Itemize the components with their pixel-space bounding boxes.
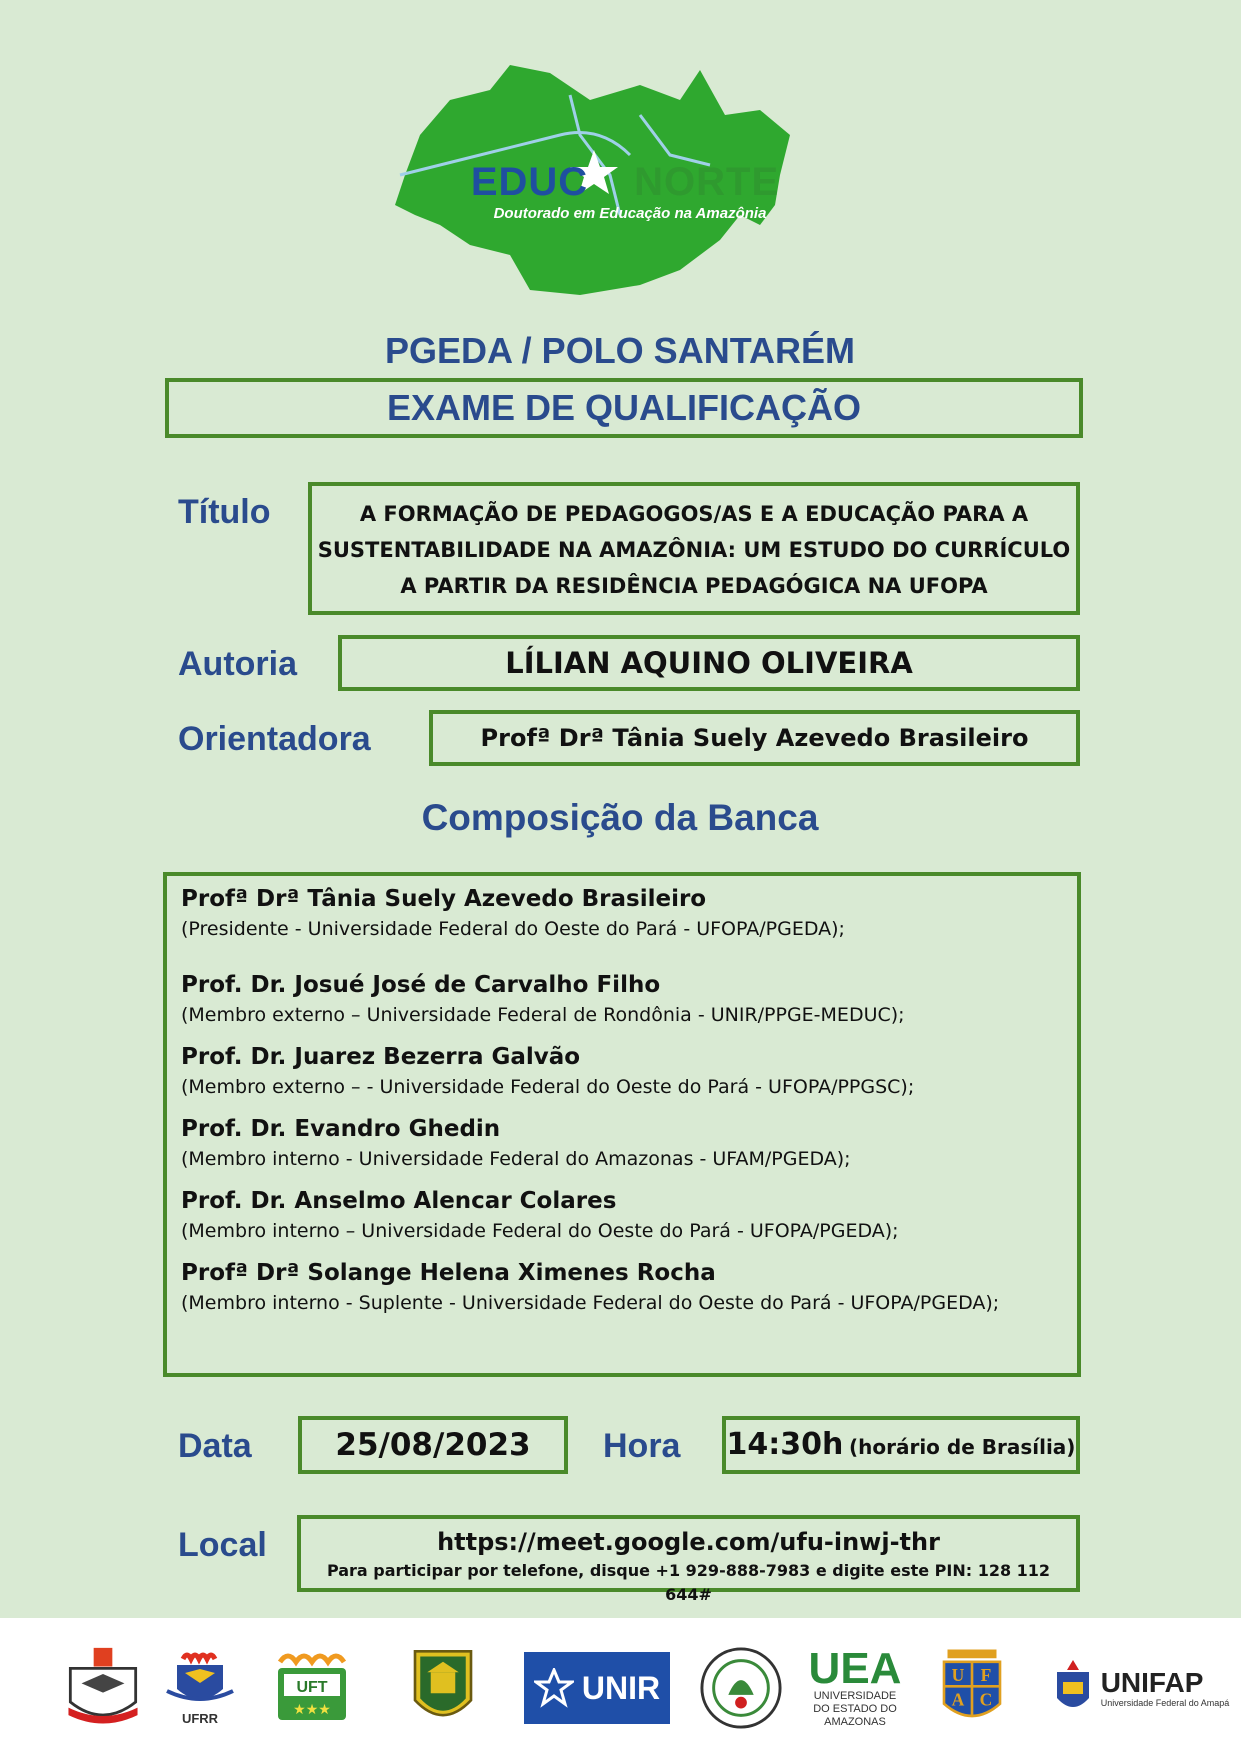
uft-emblem-icon bbox=[270, 1646, 354, 1730]
partner-logos-bar bbox=[0, 1618, 1241, 1755]
ufrr-label: UFRR bbox=[181, 1710, 219, 1726]
member-name: Profª Drª Tânia Suely Azevedo Brasileiro bbox=[181, 886, 707, 912]
local-box bbox=[297, 1515, 1080, 1604]
banca-box bbox=[163, 872, 1081, 1377]
orientadora-label: Orientadora bbox=[178, 720, 371, 758]
banca-member bbox=[181, 1188, 1063, 1242]
orientadora-value: Profª Drª Tânia Suely Azevedo Brasileiro bbox=[480, 724, 1029, 752]
titulo-label: Título bbox=[178, 493, 271, 531]
member-name: Prof. Dr. Juarez Bezerra Galvão bbox=[181, 1044, 581, 1070]
educanorte-logo bbox=[380, 55, 870, 305]
ufac-shield-icon bbox=[934, 1646, 1010, 1730]
unir-logo bbox=[524, 1646, 670, 1730]
banca-title: Composição da Banca bbox=[421, 797, 819, 838]
banca-member bbox=[181, 886, 1063, 940]
uft-label: UFT bbox=[296, 1679, 328, 1696]
brand-name: EDUC NORTE bbox=[470, 160, 780, 204]
ufrr-logo bbox=[160, 1646, 240, 1730]
unir-star-icon bbox=[534, 1668, 574, 1708]
member-role: (Membro interno – Universidade Federal do Oeste do Pará - UFOPA/PGEDA); bbox=[181, 1220, 899, 1242]
data-box bbox=[298, 1416, 568, 1474]
member-name: Profª Drª Solange Helena Ximenes Rocha bbox=[181, 1260, 716, 1286]
hora-box bbox=[722, 1416, 1080, 1474]
uea-logo bbox=[800, 1643, 910, 1730]
member-name: Prof. Dr. Evandro Ghedin bbox=[181, 1116, 501, 1142]
meet-link[interactable]: https://meet.google.com/ufu-inwj-thr bbox=[437, 1528, 940, 1556]
autoria-box bbox=[338, 635, 1080, 691]
autoria-label: Autoria bbox=[178, 645, 297, 683]
ufpa-logo bbox=[58, 1646, 148, 1730]
member-name: Prof. Dr. Josué José de Carvalho Filho bbox=[181, 972, 661, 998]
unifap-sub-label: Universidade Federal do Amapá bbox=[1100, 1698, 1230, 1708]
hora-line bbox=[726, 1420, 1076, 1474]
banca-member bbox=[181, 972, 1063, 1026]
uft-logo bbox=[268, 1646, 356, 1730]
unir-label: UNIR bbox=[581, 1669, 661, 1706]
unifap-emblem-icon bbox=[1051, 1658, 1095, 1718]
member-role: (Membro externo – Universidade Federal de Rondônia - UNIR/PPGE-MEDUC); bbox=[181, 1004, 905, 1026]
orientadora-box bbox=[429, 710, 1080, 766]
hora-note: (horário de Brasília) bbox=[848, 1435, 1076, 1459]
unir-badge bbox=[524, 1652, 670, 1724]
titulo-line-3: A PARTIR DA RESIDÊNCIA PEDAGÓGICA NA UFOPA bbox=[400, 574, 988, 598]
autoria-value: LÍLIAN AQUINO OLIVEIRA bbox=[505, 646, 913, 680]
member-role: (Membro interno - Suplente - Universidade Federal do Oeste do Pará - UFOPA/PGEDA); bbox=[181, 1292, 1000, 1314]
ufopa-logo bbox=[395, 1646, 491, 1730]
ufac-letter-c: C bbox=[979, 1689, 993, 1710]
ufpa-seal-icon bbox=[60, 1646, 146, 1730]
member-role: (Membro externo – - Universidade Federal do Oeste do Pará - UFOPA/PPGSC); bbox=[181, 1076, 915, 1098]
unifap-logo bbox=[1050, 1646, 1230, 1730]
data-value: 25/08/2023 bbox=[335, 1427, 531, 1463]
ufac-letter-u: U bbox=[951, 1665, 965, 1685]
ufac-letter-a: A bbox=[951, 1689, 965, 1710]
ufrr-emblem-icon bbox=[165, 1651, 235, 1711]
brand-subtitle: Doutorado em Educação na Amazônia bbox=[493, 205, 767, 222]
round-seal-icon bbox=[698, 1646, 784, 1730]
data-label: Data bbox=[178, 1427, 252, 1465]
svg-text:★★★: ★★★ bbox=[293, 1702, 331, 1718]
member-role: (Presidente - Universidade Federal do Oeste do Pará - UFOPA/PGEDA); bbox=[181, 918, 845, 940]
banca-member bbox=[181, 1044, 1063, 1098]
titulo-box bbox=[308, 482, 1080, 615]
unifesspa-logo bbox=[696, 1646, 786, 1730]
hora-value: 14:30h bbox=[726, 1427, 844, 1462]
exam-title: EXAME DE QUALIFICAÇÃO bbox=[386, 387, 861, 428]
exam-title-box bbox=[165, 378, 1083, 438]
titulo-line-1: A FORMAÇÃO DE PEDAGOGOS/AS E A EDUCAÇÃO PARA A bbox=[359, 502, 1029, 526]
ufac-letter-f: F bbox=[980, 1665, 992, 1685]
uea-small-label: UNIVERSIDADE DO ESTADO DO AMAZONAS bbox=[813, 1689, 897, 1728]
ufopa-seal-icon bbox=[395, 1646, 491, 1730]
unifap-label: UNIFAP bbox=[1100, 1667, 1204, 1698]
program-title: PGEDA / POLO SANTARÉM bbox=[384, 330, 856, 371]
banca-member bbox=[181, 1116, 1063, 1170]
phone-info: Para participar por telefone, disque +1 929-888-7983 e digite este PIN: 128 112 644# bbox=[326, 1561, 1051, 1604]
unifap-text bbox=[1101, 1668, 1230, 1708]
uea-big-label: UEA bbox=[808, 1643, 902, 1693]
hora-label: Hora bbox=[603, 1427, 681, 1465]
member-name: Prof. Dr. Anselmo Alencar Colares bbox=[181, 1188, 617, 1214]
ufac-logo bbox=[932, 1646, 1012, 1730]
local-label: Local bbox=[178, 1526, 267, 1564]
banca-member bbox=[181, 1260, 1063, 1314]
titulo-line-2: SUSTENTABILIDADE NA AMAZÔNIA: UM ESTUDO DO CURRÍCULO bbox=[317, 538, 1071, 562]
member-role: (Membro interno - Universidade Federal do Amazonas - UFAM/PGEDA); bbox=[181, 1148, 851, 1170]
